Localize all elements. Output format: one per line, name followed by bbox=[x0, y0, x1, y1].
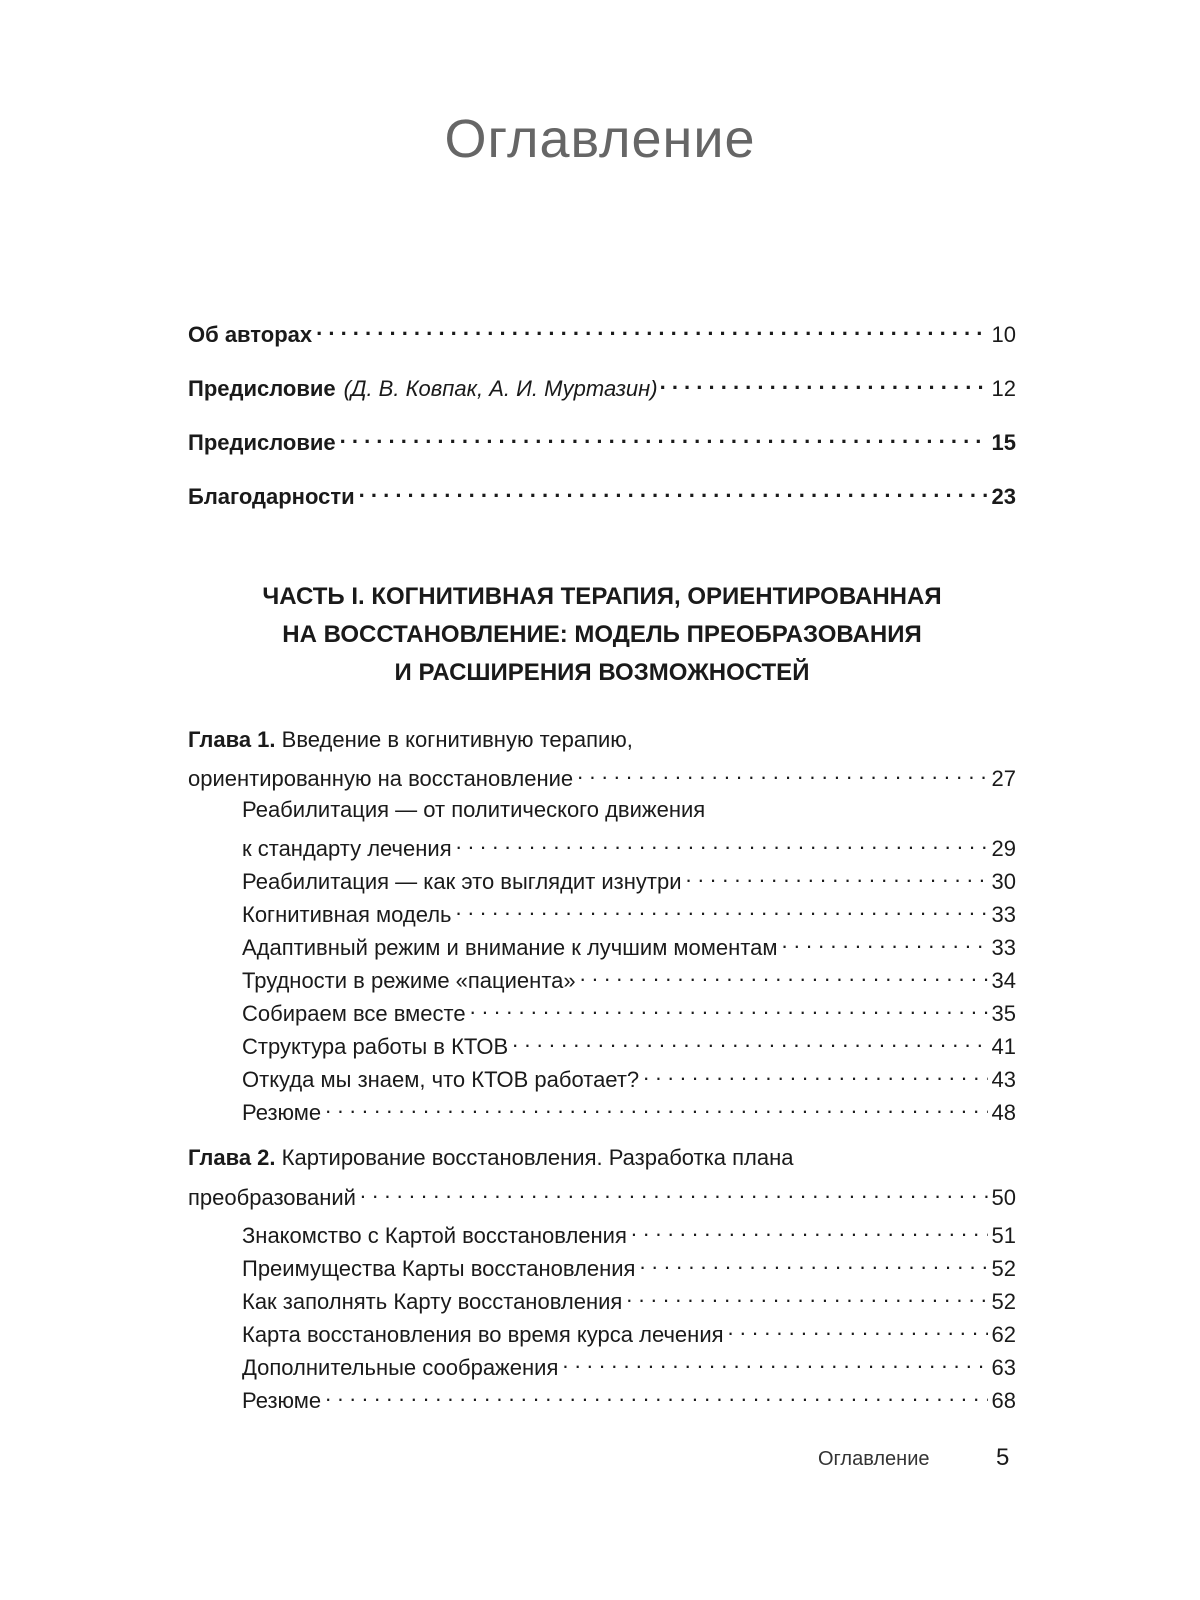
toc-section-page: 63 bbox=[991, 1355, 1016, 1380]
chapter-number: Глава 1. bbox=[188, 727, 276, 752]
chapter-title-cont: ориентированную на восстановление bbox=[188, 766, 574, 791]
dot-leader bbox=[316, 314, 987, 342]
toc-section-page: 34 bbox=[991, 968, 1016, 993]
toc-section-page: 29 bbox=[991, 836, 1016, 861]
dot-leader bbox=[626, 1281, 987, 1309]
toc-section-label: Реабилитация — как это выглядит изнутри bbox=[242, 869, 682, 894]
toc-section[interactable] bbox=[242, 1059, 1016, 1094]
toc-section-label: Откуда мы знаем, что КТОВ работает? bbox=[242, 1067, 640, 1092]
toc-entry-label: Предисловие bbox=[188, 376, 336, 401]
chapter-2-entry[interactable] bbox=[188, 1177, 1016, 1212]
dot-leader bbox=[359, 476, 988, 504]
toc-entry-about-authors[interactable] bbox=[188, 314, 1016, 349]
dot-leader bbox=[562, 1347, 987, 1375]
toc-section-page: 30 bbox=[991, 869, 1016, 894]
toc-entry-foreword[interactable] bbox=[188, 422, 1016, 457]
toc-section[interactable] bbox=[242, 927, 1016, 962]
toc-section[interactable] bbox=[242, 993, 1016, 1028]
toc-section-page: 52 bbox=[991, 1256, 1016, 1281]
chapter-title: Введение в когнитивную терапию, bbox=[281, 727, 633, 752]
toc-section[interactable] bbox=[242, 1026, 1016, 1061]
toc-section-label: Резюме bbox=[242, 1388, 322, 1413]
dot-leader bbox=[728, 1314, 988, 1342]
toc-entry-page: 23 bbox=[991, 484, 1016, 509]
page-title: Оглавление bbox=[444, 109, 756, 169]
toc-section-page: 33 bbox=[991, 935, 1016, 960]
part-heading[interactable] bbox=[188, 578, 1016, 692]
dot-leader bbox=[325, 1380, 987, 1408]
dot-leader bbox=[512, 1026, 987, 1054]
dot-leader bbox=[580, 960, 988, 988]
toc-entry-page: 12 bbox=[991, 376, 1016, 401]
chapter-number: Глава 2. bbox=[188, 1145, 276, 1170]
dot-leader bbox=[686, 861, 988, 889]
toc-entry-page: 27 bbox=[991, 766, 1016, 791]
toc-section-label: Преимущества Карты восстановления bbox=[242, 1256, 636, 1281]
toc-entry-label: Предисловие bbox=[188, 430, 336, 455]
toc-section-page: 33 bbox=[991, 902, 1016, 927]
toc-section-label: Дополнительные соображения bbox=[242, 1355, 559, 1380]
toc-section[interactable] bbox=[242, 1281, 1016, 1316]
toc-section[interactable] bbox=[242, 1380, 1016, 1415]
chapter-2-heading[interactable] bbox=[188, 1144, 1016, 1172]
chapter-title-cont: преобразований bbox=[188, 1185, 356, 1210]
toc-section-label: Трудности в режиме «пациента» bbox=[242, 968, 576, 993]
dot-leader bbox=[643, 1059, 987, 1087]
toc-section-page: 62 bbox=[991, 1322, 1016, 1347]
dot-leader bbox=[577, 758, 987, 786]
part-heading-line: И РАСШИРЕНИЯ ВОЗМОЖНОСТЕЙ bbox=[394, 659, 810, 686]
running-head: Оглавление bbox=[818, 1448, 930, 1470]
toc-section[interactable] bbox=[242, 1215, 1016, 1250]
part-heading-line: ЧАСТЬ I. КОГНИТИВНАЯ ТЕРАПИЯ, ОРИЕНТИРОВАННАЯ bbox=[262, 583, 942, 610]
dot-leader bbox=[660, 368, 988, 396]
dot-leader bbox=[360, 1177, 988, 1205]
toc-section-page: 51 bbox=[991, 1223, 1016, 1248]
toc-entry-page: 15 bbox=[991, 430, 1016, 455]
toc-section[interactable] bbox=[242, 1347, 1016, 1382]
toc-section-page: 68 bbox=[991, 1388, 1016, 1413]
toc-section-page: 35 bbox=[991, 1001, 1016, 1026]
toc-section-page: 43 bbox=[991, 1067, 1016, 1092]
toc-entry-label: Благодарности bbox=[188, 484, 355, 509]
toc-section[interactable] bbox=[242, 828, 1016, 863]
toc-section-label: Знакомство с Картой восстановления bbox=[242, 1223, 627, 1248]
dot-leader bbox=[631, 1215, 988, 1243]
dot-leader bbox=[325, 1092, 987, 1120]
section-line: Реабилитация — от политического движения bbox=[242, 797, 706, 822]
chapter-title: Картирование восстановления. Разработка плана bbox=[281, 1145, 794, 1170]
chapter-1-heading[interactable] bbox=[188, 726, 1016, 754]
toc-section-label: Адаптивный режим и внимание к лучшим моментам bbox=[242, 935, 778, 960]
toc-section-label: Структура работы в КТОВ bbox=[242, 1034, 509, 1059]
dot-leader bbox=[340, 422, 988, 450]
chapter-1-entry[interactable] bbox=[188, 758, 1016, 793]
dot-leader bbox=[782, 927, 988, 955]
toc-section-label: к стандарту лечения bbox=[242, 836, 452, 861]
toc-entry-label: Об авторах bbox=[188, 322, 313, 347]
toc-entry-foreword-translators[interactable] bbox=[188, 368, 1016, 403]
toc-entry-page: 10 bbox=[991, 322, 1016, 347]
toc-section[interactable] bbox=[242, 960, 1016, 995]
toc-section-label: Резюме bbox=[242, 1100, 322, 1125]
toc-section-page: 48 bbox=[991, 1100, 1016, 1125]
dot-leader bbox=[456, 894, 988, 922]
part-heading-line: НА ВОССТАНОВЛЕНИЕ: МОДЕЛЬ ПРЕОБРАЗОВАНИЯ bbox=[282, 621, 922, 648]
toc-entry-acknowledgements[interactable] bbox=[188, 476, 1016, 511]
dot-leader bbox=[470, 993, 988, 1021]
toc-section[interactable] bbox=[242, 894, 1016, 929]
toc-entry-authors: (Д. В. Ковпак, А. И. Муртазин) bbox=[343, 376, 658, 401]
toc-section[interactable] bbox=[242, 861, 1016, 896]
toc-section-label: Собираем все вместе bbox=[242, 1001, 466, 1026]
toc-section[interactable] bbox=[242, 1314, 1016, 1349]
toc-section-page: 41 bbox=[991, 1034, 1016, 1059]
toc-section-label: Когнитивная модель bbox=[242, 902, 452, 927]
dot-leader bbox=[456, 828, 988, 856]
toc-section-page: 52 bbox=[991, 1289, 1016, 1314]
page-number: 5 bbox=[996, 1444, 1010, 1471]
toc-section[interactable] bbox=[242, 1248, 1016, 1283]
toc-entry-page: 50 bbox=[991, 1185, 1016, 1210]
toc-section[interactable] bbox=[242, 1092, 1016, 1127]
toc-section-label: Карта восстановления во время курса лечения bbox=[242, 1322, 724, 1347]
dot-leader bbox=[639, 1248, 987, 1276]
toc-section-label: Как заполнять Карту восстановления bbox=[242, 1289, 623, 1314]
